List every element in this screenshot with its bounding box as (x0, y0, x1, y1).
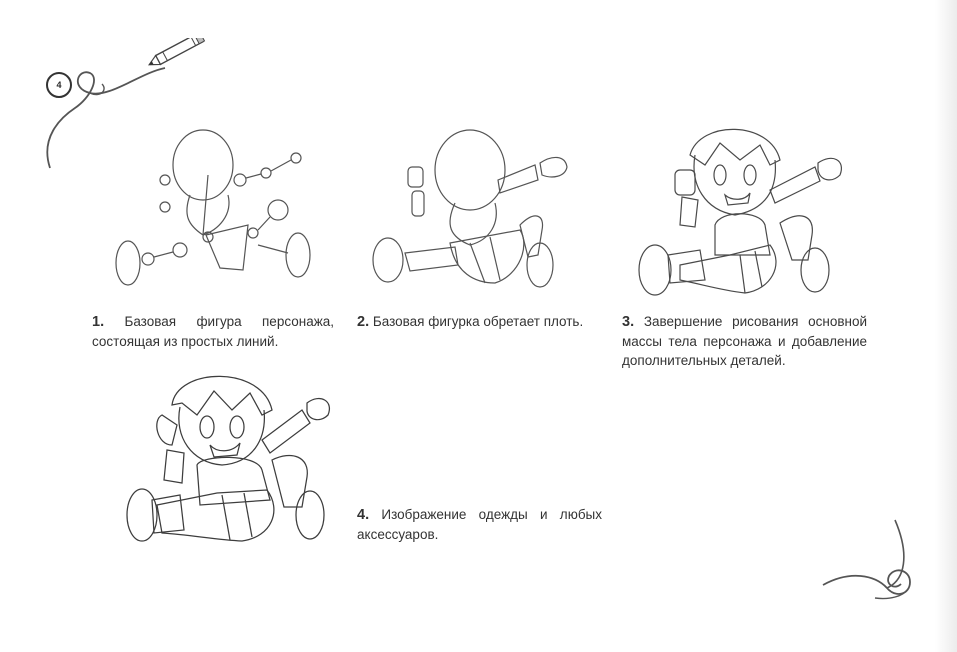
step-4-figure (122, 365, 337, 550)
page-number: 4 (46, 72, 72, 98)
step-2-caption (357, 312, 607, 332)
flourish-ornament (815, 500, 925, 610)
step-4-caption (357, 505, 602, 544)
step-3-text: Завершение рисования основной массы тела персонажа и добавление дополнительных деталей. (622, 314, 867, 368)
step-1-number: 1. (92, 314, 105, 330)
step-2-figure (360, 125, 590, 295)
pencil-icon (147, 38, 205, 69)
step-4-number: 4. (357, 507, 370, 523)
step-1-text: Базовая фигура персонажа, состоящая из простых линий. (92, 314, 334, 349)
step-2-number: 2. (357, 314, 370, 330)
step-4-text: Изображение одежды и любых аксессуаров. (357, 507, 602, 542)
step-1-caption (92, 312, 334, 351)
page-edge-shadow (935, 0, 957, 652)
step-1-figure (108, 125, 328, 290)
step-3-caption (622, 312, 867, 370)
step-3-number: 3. (622, 314, 635, 330)
step-2-text: Базовая фигурка обретает плоть. (372, 314, 584, 329)
step-3-figure (620, 115, 855, 305)
